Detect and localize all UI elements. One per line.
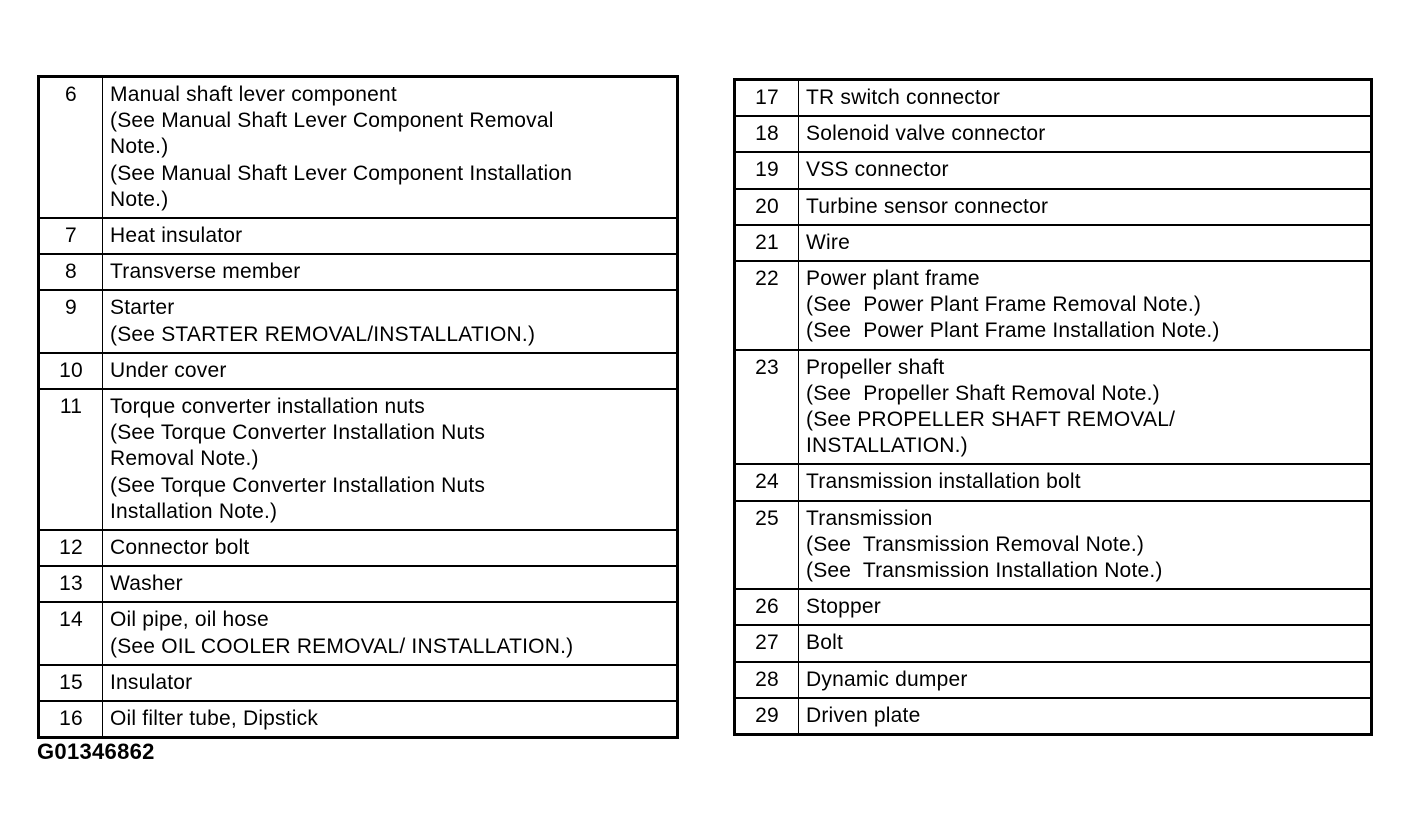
- legend-row: [39, 353, 678, 389]
- legend-row: [39, 290, 678, 352]
- reference-note: Note.): [110, 135, 169, 159]
- legend-row: [39, 77, 678, 219]
- item-number: 24: [735, 464, 799, 500]
- item-number: 17: [735, 80, 799, 117]
- item-number: 28: [735, 662, 799, 698]
- legend-row: [735, 464, 1372, 500]
- component-name: Heat insulator: [110, 224, 243, 248]
- item-number: 13: [39, 566, 103, 602]
- legend-row: [735, 501, 1372, 590]
- legend-row: [735, 116, 1372, 152]
- component-name: Washer: [110, 572, 183, 596]
- item-description: [799, 225, 1372, 261]
- component-name: VSS connector: [806, 158, 949, 182]
- component-name: Oil pipe, oil hose: [110, 608, 269, 632]
- item-description: [799, 80, 1372, 117]
- component-name: Connector bolt: [110, 536, 250, 560]
- legend-row: [39, 566, 678, 602]
- component-name: Stopper: [806, 595, 881, 619]
- legend-row: [735, 625, 1372, 661]
- reference-note: INSTALLATION.): [806, 434, 968, 458]
- item-description: [103, 389, 678, 530]
- legend-row: [39, 701, 678, 738]
- item-number: 18: [735, 116, 799, 152]
- legend-row: [735, 698, 1372, 735]
- component-name: Dynamic dumper: [806, 667, 968, 691]
- component-name: Power plant frame: [806, 267, 980, 291]
- legend-row: [735, 350, 1372, 465]
- reference-note: (See Propeller Shaft Removal Note.): [806, 381, 1160, 405]
- reference-note: Note.): [110, 187, 169, 211]
- component-name: Solenoid valve connector: [806, 122, 1046, 146]
- legend-row: [735, 225, 1372, 261]
- legend-row: [39, 602, 678, 664]
- item-description: [103, 77, 678, 219]
- item-number: 16: [39, 701, 103, 738]
- figure-id-label: G01346862: [37, 739, 155, 764]
- item-number: 21: [735, 225, 799, 261]
- legend-row: [39, 530, 678, 566]
- legend-row: [39, 389, 678, 530]
- reference-note: (See Transmission Removal Note.): [806, 532, 1145, 556]
- component-name: Driven plate: [806, 703, 921, 727]
- legend-row: [735, 261, 1372, 350]
- component-name: Under cover: [110, 358, 227, 382]
- legend-row: [735, 152, 1372, 188]
- reference-note: (See Power Plant Frame Removal Note.): [806, 293, 1202, 317]
- item-description: [799, 261, 1372, 350]
- legend-row: [735, 80, 1372, 117]
- legend-table-right: [733, 78, 1373, 736]
- item-number: 7: [39, 218, 103, 254]
- item-number: 12: [39, 530, 103, 566]
- legend-row: [39, 218, 678, 254]
- component-name: Transmission: [806, 506, 933, 530]
- component-name: Turbine sensor connector: [806, 194, 1049, 218]
- legend-table-right-body: [735, 80, 1372, 735]
- item-number: 29: [735, 698, 799, 735]
- item-description: [103, 254, 678, 290]
- item-description: [799, 189, 1372, 225]
- reference-note: (See Power Plant Frame Installation Note.): [806, 319, 1220, 343]
- component-name: Torque converter installation nuts: [110, 395, 425, 419]
- reference-note: Removal Note.): [110, 447, 259, 471]
- component-name: Wire: [806, 230, 850, 254]
- item-description: [103, 218, 678, 254]
- item-description: [799, 501, 1372, 590]
- reference-note: (See OIL COOLER REMOVAL/ INSTALLATION.): [110, 634, 574, 658]
- component-name: TR switch connector: [806, 86, 1001, 109]
- item-number: 26: [735, 589, 799, 625]
- item-number: 14: [39, 602, 103, 664]
- component-name: Transmission installation bolt: [806, 470, 1081, 494]
- reference-note: (See STARTER REMOVAL/INSTALLATION.): [110, 322, 536, 346]
- item-description: [799, 152, 1372, 188]
- legend-row: [735, 662, 1372, 698]
- item-description: [799, 464, 1372, 500]
- item-number: 11: [39, 389, 103, 530]
- legend-row: [735, 589, 1372, 625]
- item-number: 8: [39, 254, 103, 290]
- item-description: [103, 566, 678, 602]
- item-description: [799, 662, 1372, 698]
- component-name: Insulator: [110, 670, 193, 694]
- legend-row: [39, 254, 678, 290]
- item-description: [799, 116, 1372, 152]
- item-number: 10: [39, 353, 103, 389]
- item-number: 25: [735, 501, 799, 590]
- reference-note: Installation Note.): [110, 499, 278, 523]
- reference-note: (See Transmission Installation Note.): [806, 559, 1163, 583]
- item-number: 23: [735, 350, 799, 465]
- reference-note: (See Torque Converter Installation Nuts: [110, 421, 486, 445]
- component-name: Propeller shaft: [806, 355, 945, 379]
- item-description: [799, 625, 1372, 661]
- legend-table-left: [37, 75, 679, 739]
- item-number: 15: [39, 665, 103, 701]
- item-number: 20: [735, 189, 799, 225]
- legend-row: [735, 189, 1372, 225]
- item-number: 19: [735, 152, 799, 188]
- component-name: Bolt: [806, 631, 843, 655]
- item-description: [103, 602, 678, 664]
- component-name: Transverse member: [110, 260, 301, 284]
- item-description: [799, 698, 1372, 735]
- item-description: [103, 530, 678, 566]
- component-name: Manual shaft lever component: [110, 83, 397, 106]
- item-number: 27: [735, 625, 799, 661]
- item-description: [799, 350, 1372, 465]
- item-number: 9: [39, 290, 103, 352]
- item-description: [103, 665, 678, 701]
- reference-note: (See Torque Converter Installation Nuts: [110, 473, 486, 497]
- item-description: [799, 589, 1372, 625]
- reference-note: (See PROPELLER SHAFT REMOVAL/: [806, 408, 1176, 432]
- legend-row: [39, 665, 678, 701]
- component-name: Oil filter tube, Dipstick: [110, 707, 319, 731]
- reference-note: (See Manual Shaft Lever Component Removal: [110, 109, 554, 133]
- item-description: [103, 290, 678, 352]
- component-name: Starter: [110, 296, 175, 320]
- legend-table-left-body: [39, 77, 678, 738]
- item-number: 22: [735, 261, 799, 350]
- item-description: [103, 701, 678, 738]
- item-description: [103, 353, 678, 389]
- reference-note: (See Manual Shaft Lever Component Installation: [110, 161, 573, 185]
- item-number: 6: [39, 77, 103, 219]
